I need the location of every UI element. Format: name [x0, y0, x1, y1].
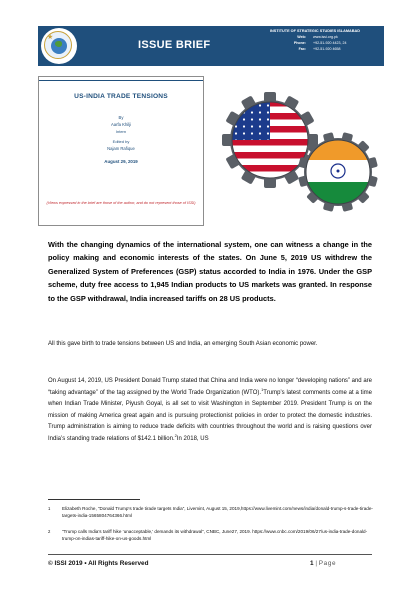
author-role: Intern: [115, 129, 127, 134]
page-number: [310, 560, 336, 567]
web-label: Web:: [297, 35, 306, 39]
fax-label: Fax:: [298, 47, 306, 51]
intro-paragraph: With the changing dynamics of the international system, one can witness a change in the policy making and economic interests of the states. On June 5, 2019 US withdrew the Generalized System of Preferences (GSP) status accorded to India in 1976. Under the GSP scheme, duty free access to 1,945 Indian products to US markets was granted. In response to the GSP withdrawal, India increased tariffs on 28 US products.: [48, 240, 372, 303]
header-banner: [38, 26, 384, 66]
web-value[interactable]: www.issi.org.pk: [313, 35, 338, 39]
publication-date: August 29, 2019: [104, 159, 138, 164]
footnote-number-1: 1: [48, 506, 51, 511]
author-name: Aarfa Khilji: [110, 122, 131, 127]
phone-value: +92-51-920 4423, 24: [313, 41, 347, 45]
document-title: US-INDIA TRADE TENSIONS: [74, 93, 168, 100]
footnote-ref-1[interactable]: 1: [261, 386, 264, 392]
page-number-value: 1: [310, 560, 314, 567]
footnote-1: Elizabeth Roche, “Donald Trump’s trade tirade targets India”, Livemint, August 15, 2019,https://www.livemint.com/news/india/donald-trump-s-trade-tirade-targets-india-1565804764366.html: [62, 506, 373, 518]
fax-value: +92-51-920 4658: [313, 47, 341, 51]
body-paragraph-2: [48, 376, 372, 445]
us-flag-gear-icon: [222, 92, 318, 188]
page-word: Page: [318, 560, 337, 567]
trade-gears-illustration: [208, 74, 388, 228]
editor-name: Najam Rafique: [107, 146, 135, 151]
edited-by-label: Edited by: [112, 139, 130, 144]
footnote-ref-2[interactable]: 2: [174, 432, 177, 438]
footnote-2: “Trump calls India’s tariff hike ‘unacceptable,’ demands its withdrawal”, CNBC, June27, 2019. https://www.cnbc.com/2019/06/27/us-india-trade-donald-trump-on-indias-tariff-hike-on-us-goods.html: [62, 529, 368, 541]
footnote-number-2: 2: [48, 529, 51, 534]
by-label: By: [118, 115, 124, 120]
title-box: [38, 76, 204, 226]
issi-logo: [41, 28, 77, 64]
footnote-divider: [48, 499, 140, 500]
star-icon: ★: [47, 34, 54, 41]
footer-divider: [48, 554, 372, 555]
p2-text-3: In 2018, US: [176, 435, 209, 442]
issue-brief-title: ISSUE BRIEF: [138, 39, 211, 51]
copyright-notice: © ISSI 2019 • All Rights Reserved: [48, 560, 149, 567]
india-flag-gear-icon: [298, 132, 378, 212]
institute-name: INSTITUTE OF STRATEGIC STUDIES ISLAMABAD: [270, 29, 360, 33]
p2-text-1: On August 14, 2019, US President Donald Trump stated that China and India were no longer “developing nations” and are “taking advantage” of the tag assigned by the World Trade Organization (WTO).: [48, 378, 372, 396]
p2-text-2: Trump’s latest comments come at a time when Indian Trade Minister, Piyush Goyal, is all set to visit Washington in September 2019. President Trump is on the mission of making America great again and is pursuing protectionist policies in order to protect the domestic industries. Trump administration is aiming to reduce trade deficits with countries throughout the world and is raising questions over India’s standing trade relations of $142.1 billion.: [48, 389, 372, 442]
disclaimer: (Views expressed in the brief are those of the author, and do not represent those of ISSI): [46, 201, 196, 205]
page-separator: |: [315, 560, 318, 567]
phone-label: Phone:: [293, 41, 306, 45]
body-paragraph-1: All this gave birth to trade tensions between US and India, an emerging South Asian economic power.: [48, 341, 318, 347]
